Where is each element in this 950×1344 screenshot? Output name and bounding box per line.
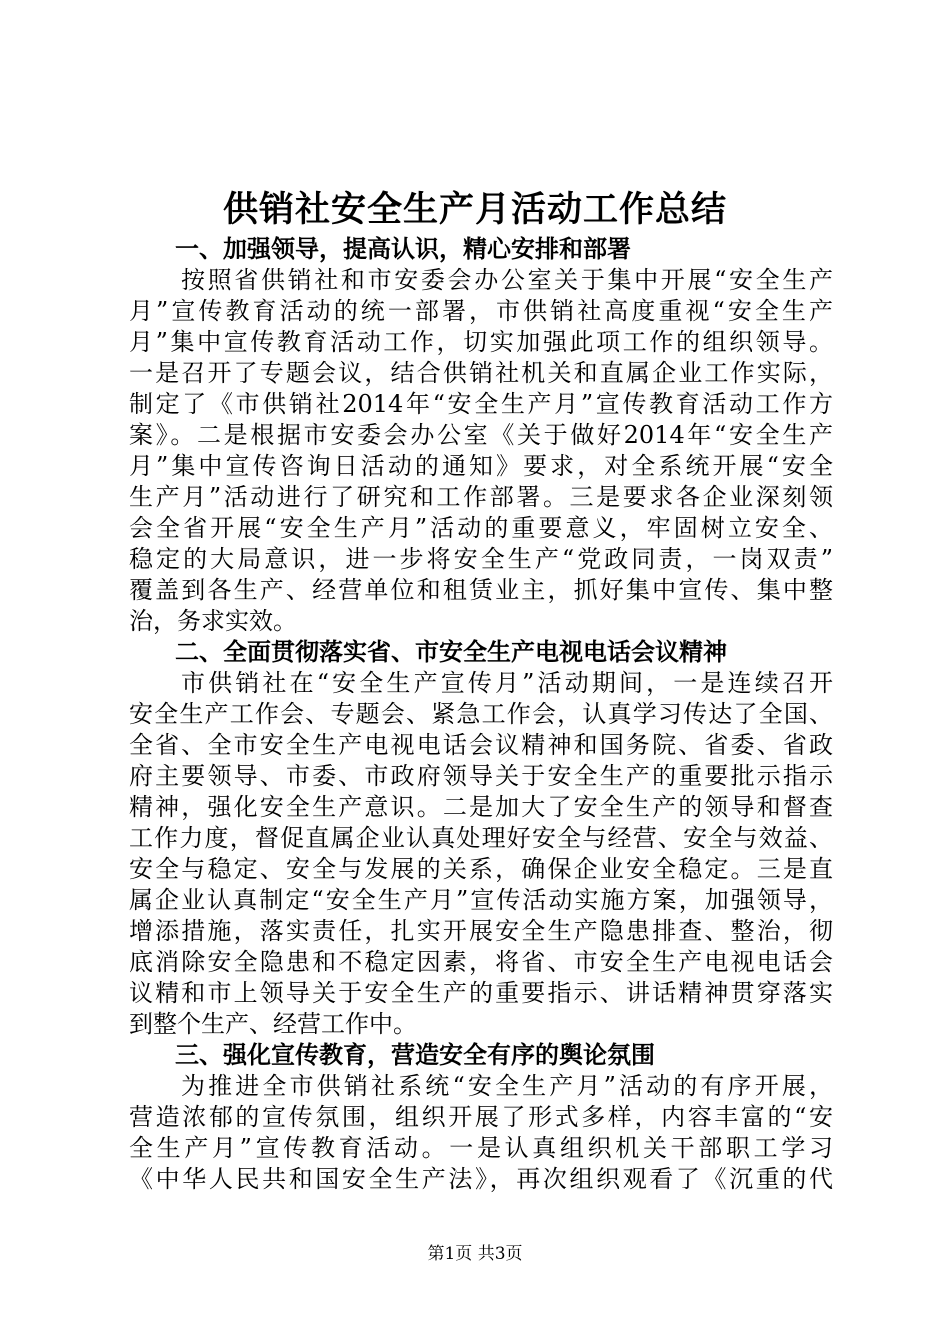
paragraph-line: 月”集中宣传咨询日活动的通知》要求，对全系统开展“安全 [129,452,833,480]
paragraph-line: 全省、全市安全生产电视电话会议精神和国务院、省委、省政 [129,731,833,759]
paragraph-line: 制定了《市供销社2014年“安全生产月”宣传教育活动工作方 [129,390,833,418]
paragraph-line: 案》。二是根据市安委会办公室《关于做好2014年“安全生产 [129,421,833,449]
paragraph-line: 到整个生产、经营工作中。 [129,1010,417,1038]
paragraph-line: 议精和市上领导关于安全生产的重要指示、讲话精神贯穿落实 [129,979,833,1007]
paragraph-line: 月”集中宣传教育活动工作，切实加强此项工作的组织领导。 [129,328,833,356]
document-title: 供销社安全生产月活动工作总结 [222,190,727,230]
paragraph-line: 全生产月”宣传教育活动。一是认真组织机关干部职工学习 [129,1134,833,1162]
paragraph-line: 营造浓郁的宣传氛围，组织开展了形式多样，内容丰富的“安 [129,1103,833,1131]
paragraph-line: 覆盖到各生产、经营单位和租赁业主，抓好集中宣传、集中整 [129,576,833,604]
paragraph-line: 会全省开展“安全生产月”活动的重要意义，牢固树立安全、 [129,514,833,542]
section-heading-3: 三、强化宣传教育，营造安全有序的舆论氛围 [175,1041,655,1069]
paragraph-line: 治，务求实效。 [129,607,297,635]
paragraph-line: 一是召开了专题会议，结合供销社机关和直属企业工作实际， [129,359,833,387]
page-number: 第1页 共3页 [427,1244,523,1264]
paragraph-line: 市供销社在“安全生产宣传月”活动期间，一是连续召开 [181,669,833,697]
paragraph-line: 按照省供销社和市安委会办公室关于集中开展“安全生产 [181,266,833,294]
paragraph-line: 底消除安全隐患和不稳定因素，将省、市安全生产电视电话会 [129,948,833,976]
paragraph-line: 属企业认真制定“安全生产月”宣传活动实施方案，加强领导， [129,886,833,914]
section-heading-1: 一、加强领导，提高认识，精心安排和部署 [175,235,631,263]
paragraph-line: 安全生产工作会、专题会、紧急工作会，认真学习传达了全国、 [129,700,833,728]
paragraph-line: 《中华人民共和国安全生产法》，再次组织观看了《沉重的代 [129,1165,833,1193]
document-body [129,234,833,1195]
paragraph-line: 稳定的大局意识，进一步将安全生产“党政同责，一岗双责” [129,545,833,573]
paragraph-line: 为推进全市供销社系统“安全生产月”活动的有序开展， [181,1072,833,1100]
section-heading-2: 二、全面贯彻落实省、市安全生产电视电话会议精神 [175,638,727,666]
paragraph-line: 精神，强化安全生产意识。二是加大了安全生产的领导和督查 [129,793,833,821]
paragraph-line: 生产月”活动进行了研究和工作部署。三是要求各企业深刻领 [129,483,833,511]
paragraph-line: 安全与稳定、安全与发展的关系，确保企业安全稳定。三是直 [129,855,833,883]
paragraph-line: 工作力度，督促直属企业认真处理好安全与经营、安全与效益、 [129,824,833,852]
paragraph-line: 月”宣传教育活动的统一部署，市供销社高度重视“安全生产 [129,297,833,325]
paragraph-line: 增添措施，落实责任，扎实开展安全生产隐患排查、整治，彻 [129,917,833,945]
paragraph-line: 府主要领导、市委、市政府领导关于安全生产的重要批示指示 [129,762,833,790]
